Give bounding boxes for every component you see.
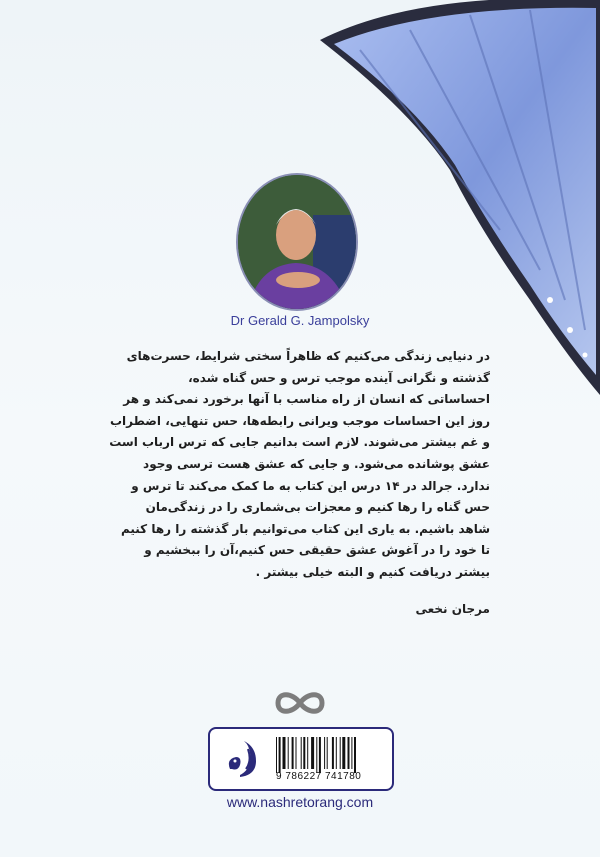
barcode-bar <box>319 737 321 773</box>
description-line: تا خود را در آغوش عشق حقیقی حس کنیم،آن را ببخشیم و <box>144 543 490 558</box>
barcode-bar <box>288 737 289 769</box>
barcode-bar <box>340 737 341 769</box>
description-line: حس گناه را رها کنیم و معجزات بی‌شماری را در زندگی‌مان <box>145 500 490 515</box>
barcode-bar <box>283 737 286 769</box>
barcode-bar <box>327 737 328 769</box>
description-line: روز این احساسات موجب ویرانی رابطه‌ها، حس تنهایی، اضطراب <box>109 413 490 428</box>
description-line: بیشتر دریافت کنیم و البته خیلی بیشتر . <box>255 564 490 579</box>
barcode-bar <box>279 737 281 773</box>
barcode-bar <box>307 737 308 769</box>
isbn-box <box>208 727 394 791</box>
infinity-icon <box>272 688 328 718</box>
barcode-bar <box>332 737 334 769</box>
barcode-bar <box>296 737 297 769</box>
barcode-bar <box>351 737 352 769</box>
text-column <box>110 346 490 618</box>
description-line: شاهد باشیم. به یاری این کتاب می‌توانیم بار گذشته را رها کنیم <box>120 521 490 536</box>
description-line: عشق پوشانده می‌شود. و جایی که عشق هست ترسی وجود <box>143 456 490 471</box>
barcode-bar <box>303 737 305 769</box>
description-line: گذشته و نگرانی آینده موجب ترس و حس گناه شده، <box>188 370 490 385</box>
isbn-number: 9 786227 741780 <box>276 771 362 782</box>
barcode-bar <box>316 737 317 773</box>
barcode-bar <box>324 737 325 769</box>
description-line: و غم بیشتر می‌شوند. لازم است بدانیم جایی که ترس ارباب است <box>109 435 490 450</box>
barcode <box>276 737 384 773</box>
barcode-bar <box>276 737 277 773</box>
barcode-bar <box>292 737 294 769</box>
author-name: Dr Gerald G. Jampolsky <box>230 313 370 328</box>
description-line: ندارد. جرالد در ۱۴ درس این کتاب به ما کمک می‌کند تا ترس و <box>131 478 490 493</box>
book-description <box>110 346 490 584</box>
barcode-bar <box>348 737 350 769</box>
barcode-bar <box>336 737 337 769</box>
barcode-bar <box>342 737 345 769</box>
description-line: در دنیایی زندگی می‌کنیم که ظاهراً سختی شرایط، حسرت‌های <box>126 349 490 363</box>
publisher-logo <box>222 739 262 781</box>
publisher-website[interactable]: www.nashretorang.com <box>226 794 374 810</box>
author-photo <box>236 173 358 311</box>
description-line: احساساتی که انسان از راه مناسب با آنها برخورد نمی‌کند و هر <box>123 392 490 407</box>
barcode-bar <box>311 737 314 769</box>
translator-name: مرجان نخعی <box>415 601 490 616</box>
barcode-bar <box>301 737 302 769</box>
barcode-bar <box>354 737 356 773</box>
